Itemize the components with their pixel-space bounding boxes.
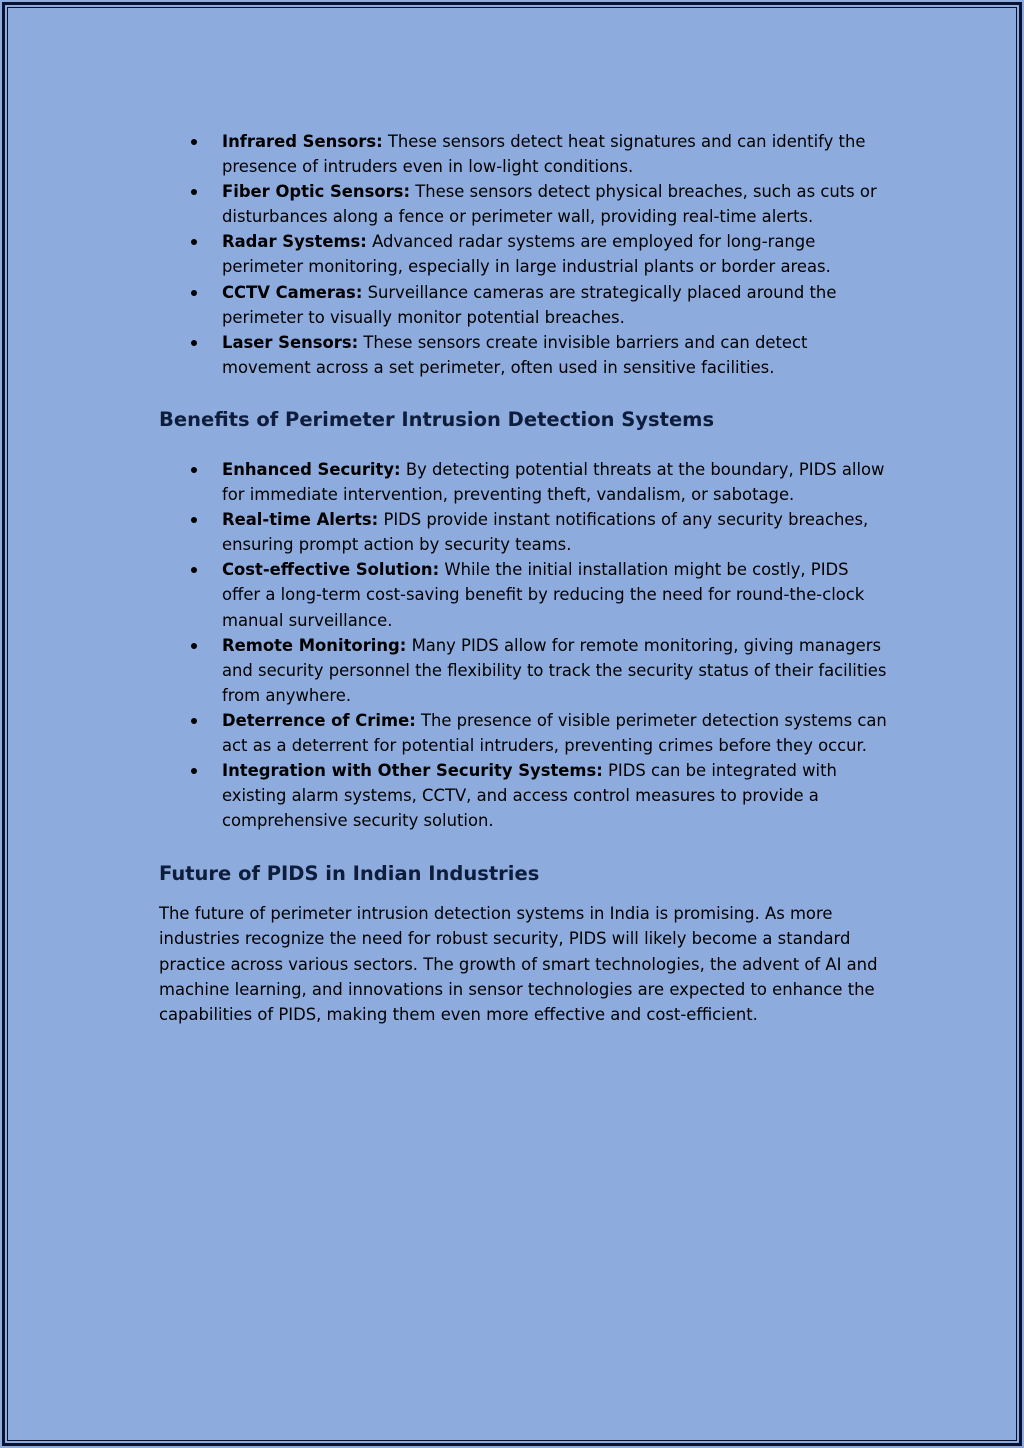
page-frame xyxy=(2,2,1022,1446)
sensor-list xyxy=(159,129,889,380)
list-item xyxy=(159,179,889,229)
list-item-text: The presence of visible perimeter detection systems can act as a deterrent for potential intruders, preventing crimes before they occur. xyxy=(222,710,887,755)
list-item-text: PIDS provide instant notifications of any security breaches, ensuring prompt action by security teams. xyxy=(222,510,869,555)
list-item-term: Radar Systems: xyxy=(222,232,367,252)
list-item-text: PIDS can be integrated with existing alarm systems, CCTV, and access control measures to provide a comprehensive security solution. xyxy=(222,761,837,831)
list-item-text: Many PIDS allow for remote monitoring, giving managers and security personnel the flexibility to track the security status of their facilities from anywhere. xyxy=(222,635,887,705)
list-item xyxy=(159,129,889,179)
document-body xyxy=(159,129,889,1027)
benefits-list xyxy=(159,457,889,833)
list-item xyxy=(159,280,889,330)
list-item-term: Integration with Other Security Systems: xyxy=(222,761,603,781)
list-item-term: Deterrence of Crime: xyxy=(222,710,416,730)
list-item xyxy=(159,633,889,708)
list-item-term: CCTV Cameras: xyxy=(222,282,363,302)
list-item xyxy=(159,457,889,507)
list-item xyxy=(159,758,889,833)
future-paragraph: The future of perimeter intrusion detection systems in India is promising. As more industries recognize the need for robust security, PIDS will likely become a standard practice across various sectors. The growth of smart technologies, the advent of AI and machine learning, and innovations in sensor technologies are expected to enhance the capabilities of PIDS, making them even more effective and cost-efficient. xyxy=(159,904,878,1024)
list-item-term: Real-time Alerts: xyxy=(222,510,379,530)
list-item-term: Laser Sensors: xyxy=(222,332,359,352)
list-item xyxy=(159,330,889,380)
list-item xyxy=(159,708,889,758)
list-item xyxy=(159,507,889,557)
list-item-term: Remote Monitoring: xyxy=(222,635,407,655)
list-item-text: By detecting potential threats at the boundary, PIDS allow for immediate intervention, preventing theft, vandalism, or sabotage. xyxy=(222,459,885,505)
list-item-text: Advanced radar systems are employed for long-range perimeter monitoring, especially in large industrial plants or border areas. xyxy=(222,232,831,277)
list-item-term: Infrared Sensors: xyxy=(222,132,383,151)
list-item-text: These sensors create invisible barriers and can detect movement across a set perimeter, often used in sensitive facilities. xyxy=(222,332,808,377)
list-item-term: Fiber Optic Sensors: xyxy=(222,182,410,202)
list-item-text: These sensors detect heat signatures and can identify the presence of intruders even in low-light conditions. xyxy=(222,132,866,177)
list-item-term: Cost-effective Solution: xyxy=(222,560,440,580)
section-heading-benefits: Benefits of Perimeter Intrusion Detection Systems xyxy=(159,407,715,431)
section-heading-future: Future of PIDS in Indian Industries xyxy=(159,862,540,886)
list-item-term: Enhanced Security: xyxy=(222,459,401,479)
list-item-text: These sensors detect physical breaches, such as cuts or disturbances along a fence or perimeter wall, providing real-time alerts. xyxy=(222,182,877,227)
list-item xyxy=(159,557,889,632)
list-item-text: Surveillance cameras are strategically placed around the perimeter to visually monitor potential breaches. xyxy=(222,282,837,327)
list-item-text: While the initial installation might be costly, PIDS offer a long-term cost-saving benefit by reducing the need for round-the-clock manual surveillance. xyxy=(222,560,865,630)
list-item xyxy=(159,229,889,279)
